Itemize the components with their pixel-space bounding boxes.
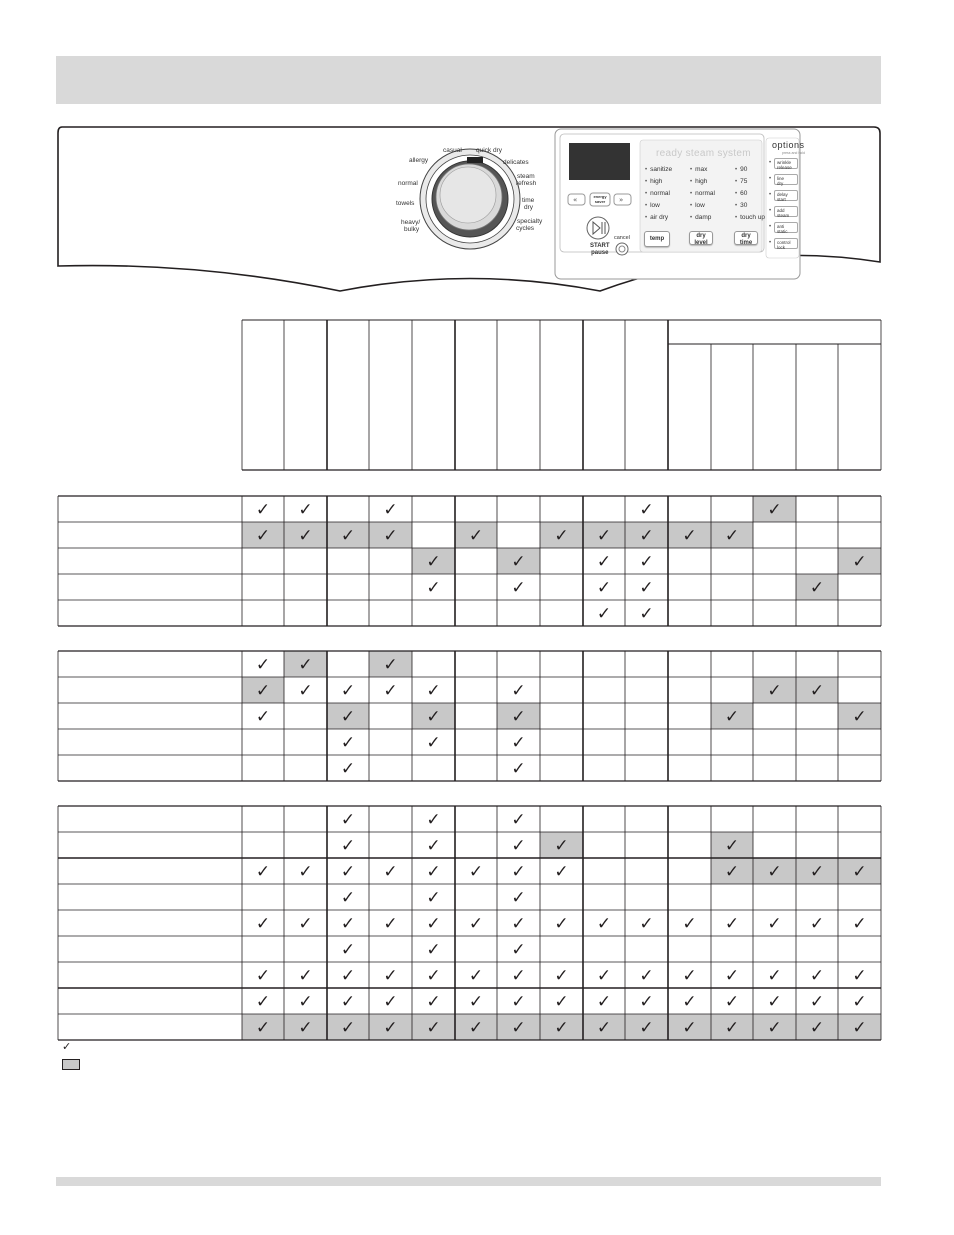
check-mark: ✓: [554, 1018, 569, 1038]
temp-option-2: • normal: [645, 188, 672, 200]
check-mark: ✓: [340, 914, 356, 934]
check-mark: ✓: [255, 681, 271, 701]
check-mark: ✓: [809, 862, 825, 882]
check-mark: ✓: [852, 862, 867, 882]
options-title: options: [772, 140, 805, 150]
check-mark: ✓: [596, 992, 612, 1012]
check-mark: ✓: [554, 836, 569, 856]
check-mark: ✓: [511, 707, 526, 727]
check-mark: ✓: [639, 1018, 654, 1038]
option-label: static: [777, 229, 788, 234]
check-mark: ✓: [511, 1018, 526, 1038]
option-indicator-dot: •: [769, 208, 772, 214]
check-mark: ✓: [554, 526, 569, 546]
check-mark: ✓: [639, 914, 654, 934]
check-mark: ✓: [340, 810, 356, 830]
check-mark: ✓: [340, 526, 356, 546]
check-mark: ✓: [383, 500, 398, 520]
check-mark: ✓: [767, 966, 782, 986]
check-mark: ✓: [767, 500, 782, 520]
cycle-label-towels: towels: [396, 200, 415, 207]
footer-bar: [56, 1177, 881, 1186]
check-mark: ✓: [596, 1018, 612, 1038]
check-mark: ✓: [340, 759, 356, 779]
check-mark: ✓: [426, 836, 441, 856]
check-mark: ✓: [767, 992, 782, 1012]
check-mark: ✓: [511, 578, 526, 598]
check-mark: ✓: [383, 914, 398, 934]
energy-saver-label-2: saver: [594, 198, 606, 204]
check-mark: ✓: [340, 1018, 356, 1038]
check-mark: ✓: [426, 914, 441, 934]
check-mark: ✓: [511, 681, 526, 701]
dry-time-label-2: time: [739, 239, 753, 246]
dry-level-label-2: level: [694, 239, 708, 246]
check-mark: ✓: [426, 940, 441, 960]
option-label: line: [777, 176, 785, 181]
check-mark: ✓: [767, 681, 782, 701]
check-mark: ✓: [724, 836, 740, 856]
check-mark: ✓: [298, 1018, 313, 1038]
dry-level-option-3: • low: [690, 200, 715, 212]
check-mark: ✓: [767, 914, 782, 934]
check-mark: ✓: [340, 992, 356, 1012]
cycle-label-steam: steam: [517, 173, 535, 180]
cycle-label-quick-dry: quick dry: [476, 147, 503, 154]
check-mark: ✓: [255, 914, 271, 934]
check-mark: ✓: [340, 940, 356, 960]
check-mark: ✓: [255, 500, 271, 520]
check-mark: ✓: [340, 707, 356, 727]
check-mark: ✓: [383, 526, 398, 546]
check-mark: ✓: [852, 992, 867, 1012]
temp-button-label: temp: [649, 236, 665, 242]
pause-label: pause: [591, 250, 609, 256]
check-mark: ✓: [511, 552, 526, 572]
check-mark: ✓: [511, 966, 526, 986]
check-mark: ✓: [426, 1018, 441, 1038]
check-mark: ✓: [426, 992, 441, 1012]
check-mark: ✓: [511, 733, 526, 753]
check-mark: ✓: [426, 681, 441, 701]
dry-time-label-1: dry: [741, 233, 751, 239]
dry-level-option-4: • damp: [690, 212, 715, 224]
check-mark: ✓: [809, 966, 825, 986]
check-mark: ✓: [298, 655, 313, 675]
check-mark: ✓: [682, 914, 697, 934]
check-mark: ✓: [340, 966, 356, 986]
dry-time-option-0: • 90: [735, 164, 765, 176]
check-mark: ✓: [340, 733, 356, 753]
check-mark: ✓: [596, 552, 612, 572]
dry-time-option-2: • 60: [735, 188, 765, 200]
check-mark: ✓: [809, 992, 825, 1012]
cycle-label-normal: normal: [398, 180, 418, 187]
option-label: start: [777, 197, 786, 202]
temp-option-3: • low: [645, 200, 672, 212]
cycle-label-dry: dry: [524, 204, 534, 211]
check-mark: ✓: [468, 1018, 484, 1038]
check-mark: ✓: [255, 966, 271, 986]
check-mark: ✓: [554, 992, 569, 1012]
check-mark: ✓: [426, 733, 441, 753]
check-mark: ✓: [852, 1018, 867, 1038]
check-mark: ✓: [809, 578, 825, 598]
check-mark: ✓: [852, 914, 867, 934]
check-mark: ✓: [809, 681, 825, 701]
check-mark: ✓: [255, 992, 271, 1012]
option-label: release: [777, 165, 792, 170]
check-mark: ✓: [682, 1018, 697, 1038]
check-mark: ✓: [639, 992, 654, 1012]
check-mark: ✓: [724, 1018, 740, 1038]
check-mark: ✓: [724, 707, 740, 727]
option-indicator-dot: •: [769, 240, 772, 246]
check-mark: ✓: [724, 526, 740, 546]
cycle-label-refresh: refresh: [516, 180, 537, 187]
temp-option-1: • high: [645, 176, 672, 188]
check-mark: ✓: [511, 888, 526, 908]
check-mark: ✓: [298, 914, 313, 934]
check-mark: ✓: [383, 992, 398, 1012]
check-mark: ✓: [298, 500, 313, 520]
dry-time-option-1: • 75: [735, 176, 765, 188]
check-mark: ✓: [468, 862, 484, 882]
check-mark: ✓: [511, 914, 526, 934]
check-mark: ✓: [511, 992, 526, 1012]
check-mark: ✓: [554, 862, 569, 882]
check-mark: ✓: [511, 940, 526, 960]
check-mark: ✓: [682, 966, 697, 986]
cycle-label-specialty: specialty: [517, 218, 543, 225]
option-indicator-dot: •: [769, 224, 772, 230]
legend-shaded-box: [62, 1059, 80, 1070]
check-mark: ✓: [255, 1018, 271, 1038]
cycle-label-casual: casual: [443, 147, 462, 154]
temp-option-0: • sanitize: [645, 164, 672, 176]
check-mark: ✓: [468, 526, 484, 546]
check-mark: ✓: [298, 526, 313, 546]
check-mark: ✓: [724, 992, 740, 1012]
cycle-label-cycles: cycles: [516, 225, 535, 232]
check-mark: ✓: [383, 681, 398, 701]
check-mark: ✓: [639, 578, 654, 598]
option-label: delay: [777, 192, 788, 197]
check-mark: ✓: [596, 526, 612, 546]
display-title: ready steam system: [656, 148, 751, 159]
check-mark: ✓: [724, 966, 740, 986]
check-mark: ✓: [468, 966, 484, 986]
check-mark: ✓: [426, 707, 441, 727]
check-mark: ✓: [639, 604, 654, 624]
check-mark: ✓: [255, 862, 271, 882]
check-mark: ✓: [383, 655, 398, 675]
check-mark: ✓: [639, 526, 654, 546]
check-mark: ✓: [383, 862, 398, 882]
check-mark: ✓: [426, 578, 441, 598]
check-mark: ✓: [255, 707, 271, 727]
check-mark: ✓: [511, 759, 526, 779]
start-label: START: [590, 243, 610, 249]
cancel-button[interactable]: cancel: [614, 235, 630, 241]
check-mark: ✓: [298, 992, 313, 1012]
check-mark: ✓: [426, 862, 441, 882]
check-mark: ✓: [554, 966, 569, 986]
svg-text:»: »: [619, 196, 624, 204]
option-label: add: [777, 208, 785, 213]
check-mark: ✓: [767, 1018, 782, 1038]
cycle-label-heavy: heavy/: [401, 219, 421, 226]
check-mark: ✓: [639, 966, 654, 986]
option-label: lock: [777, 245, 786, 250]
check-mark: ✓: [468, 992, 484, 1012]
option-indicator-dot: •: [769, 192, 772, 198]
check-mark: ✓: [426, 810, 441, 830]
check-mark: ✓: [852, 707, 867, 727]
check-mark: ✓: [682, 992, 697, 1012]
check-mark: ✓: [298, 966, 313, 986]
cycle-label-bulky: bulky: [404, 226, 420, 233]
check-mark: ✓: [809, 1018, 825, 1038]
check-mark: ✓: [554, 914, 569, 934]
check-mark: ✓: [426, 552, 441, 572]
dry-level-option-2: • normal: [690, 188, 715, 200]
check-mark: ✓: [596, 578, 612, 598]
check-mark: ✓: [809, 914, 825, 934]
svg-text:«: «: [573, 196, 578, 204]
option-indicator-dot: •: [769, 176, 772, 182]
cycle-label-time: time: [522, 197, 535, 204]
check-mark: ✓: [511, 810, 526, 830]
option-label: control: [777, 240, 791, 245]
dry-time-option-4: • touch up: [735, 212, 765, 224]
check-mark: ✓: [468, 914, 484, 934]
option-label: dry: [777, 181, 784, 186]
check-mark: ✓: [596, 914, 612, 934]
check-mark: ✓: [639, 552, 654, 572]
check-mark: ✓: [383, 1018, 398, 1038]
check-mark: ✓: [255, 526, 271, 546]
dry-level-option-0: • max: [690, 164, 715, 176]
cycle-label-allergy: allergy: [409, 157, 429, 164]
check-mark: ✓: [511, 862, 526, 882]
check-mark: ✓: [340, 862, 356, 882]
check-mark: ✓: [426, 888, 441, 908]
legend-check-mark: ✓: [62, 1041, 72, 1053]
option-label: anti: [777, 224, 785, 229]
option-indicator-dot: •: [769, 160, 772, 166]
check-mark: ✓: [596, 966, 612, 986]
check-mark: ✓: [340, 681, 356, 701]
check-mark: ✓: [383, 966, 398, 986]
check-mark: ✓: [852, 966, 867, 986]
temp-option-4: • air dry: [645, 212, 672, 224]
dry-level-option-1: • high: [690, 176, 715, 188]
check-mark: ✓: [511, 836, 526, 856]
check-mark: ✓: [340, 836, 356, 856]
check-mark: ✓: [724, 914, 740, 934]
dry-time-option-3: • 30: [735, 200, 765, 212]
check-mark: ✓: [682, 526, 697, 546]
options-subtitle: press and hold: [782, 151, 805, 155]
cycle-label-delicates: delicates: [503, 159, 529, 166]
check-mark: ✓: [852, 552, 867, 572]
check-mark: ✓: [298, 681, 313, 701]
check-mark: ✓: [426, 966, 441, 986]
check-mark: ✓: [724, 862, 740, 882]
check-mark: ✓: [639, 500, 654, 520]
check-mark: ✓: [767, 862, 782, 882]
dry-level-label-1: dry: [696, 233, 706, 239]
check-mark: ✓: [340, 888, 356, 908]
check-mark: ✓: [255, 655, 271, 675]
check-mark: ✓: [596, 604, 612, 624]
option-label: steam: [777, 213, 790, 218]
check-mark: ✓: [298, 862, 313, 882]
option-label: wrinkle: [777, 160, 792, 165]
energy-saver-label-1: energy: [593, 194, 607, 199]
